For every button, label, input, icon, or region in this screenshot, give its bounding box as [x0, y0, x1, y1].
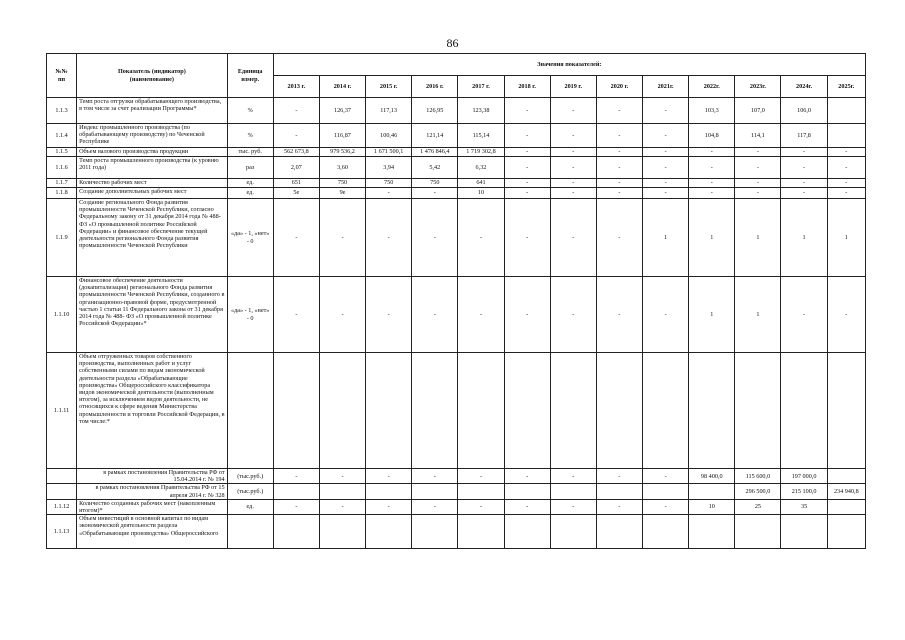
unit: «да» - 1, «нет» - 0: [227, 199, 273, 277]
value-cell: -: [827, 179, 865, 188]
indicator-name: в рамках постановления Правительства РФ от 15 апреля 2014 г. № 328: [77, 484, 228, 499]
value-cell: [412, 484, 458, 499]
value-cell: -: [319, 499, 365, 514]
row-number: 1.1.8: [47, 188, 77, 199]
value-cell: -: [504, 499, 550, 514]
value-cell: 98 400,0: [689, 469, 735, 484]
value-cell: -: [273, 499, 319, 514]
value-cell: [827, 469, 865, 484]
table-row: [47, 157, 866, 179]
value-cell: -: [366, 499, 412, 514]
value-cell: -: [643, 188, 689, 199]
value-cell: -: [504, 199, 550, 277]
value-cell: -: [781, 179, 827, 188]
unit: (тыс.руб.): [227, 484, 273, 499]
header-unit-line2: измер.: [241, 75, 260, 83]
value-cell: [273, 515, 319, 549]
value-cell: -: [781, 157, 827, 179]
table-row: [47, 469, 866, 484]
value-cell: -: [504, 469, 550, 484]
value-cell: -: [550, 148, 596, 157]
value-cell: -: [319, 277, 365, 353]
value-cell: -: [596, 469, 642, 484]
row-number: 1.1.12: [47, 499, 77, 514]
header-year: 2018 г.: [504, 76, 550, 98]
table-row: [47, 148, 866, 157]
value-cell: 979 536,2: [319, 148, 365, 157]
header-year: 2025г.: [827, 76, 865, 98]
value-cell: -: [827, 148, 865, 157]
value-cell: -: [504, 148, 550, 157]
value-cell: -: [550, 124, 596, 148]
value-cell: -: [781, 148, 827, 157]
value-cell: [781, 515, 827, 549]
value-cell: 1 671 500,1: [366, 148, 412, 157]
unit: ед.: [227, 499, 273, 514]
value-cell: -: [643, 277, 689, 353]
value-cell: -: [504, 157, 550, 179]
value-cell: -: [735, 148, 781, 157]
value-cell: -: [273, 469, 319, 484]
table-row: [47, 199, 866, 277]
value-cell: [458, 353, 504, 469]
value-cell: -: [319, 199, 365, 277]
indicator-name: Объем отгруженных товаров собственного производства, выполненных работ и услуг собственными силами по видам экономической деятельности раздела «Обрабатывающие производства» Общероссийского классификатора видов экономической деятельности (выполненным итогом), за исключением видов деятельности, не относящихся к сфере ведения Министерства промышленности и торговли Российской Федерации, в том числе:*: [77, 353, 228, 469]
row-number: 1.1.5: [47, 148, 77, 157]
value-cell: [596, 515, 642, 549]
unit: раз: [227, 157, 273, 179]
indicator-name: Темп роста промышленного производства (к уровню 2011 года): [77, 157, 228, 179]
value-cell: -: [412, 469, 458, 484]
header-indicator-line2: (наименование): [129, 75, 174, 83]
value-cell: -: [689, 179, 735, 188]
value-cell: [735, 353, 781, 469]
header-num-line1: №№: [55, 68, 68, 76]
header-year: 2020 г.: [596, 76, 642, 98]
value-cell: 106,0: [781, 98, 827, 124]
unit: [227, 353, 273, 469]
value-cell: [827, 353, 865, 469]
value-cell: -: [550, 179, 596, 188]
header-indicator: [77, 54, 228, 98]
indicator-name: Индекс промышленного производства (по обрабатывающему производству) по Чеченской Республике: [77, 124, 228, 148]
value-cell: -: [827, 157, 865, 179]
row-number: 1.1.3: [47, 98, 77, 124]
indicator-name: Финансовое обеспечение деятельности (докапитализация) регионального Фонда развития промышленности Чеченской Республики, созданного в организационно-правовой форме, предусмотренной частью 1 статьи 11 Федерального закона от 31 декабря 2014 года № 488- ФЗ «О промышленной политике Российской Федерации»*: [77, 277, 228, 353]
value-cell: -: [689, 157, 735, 179]
row-number: 1.1.13: [47, 515, 77, 549]
value-cell: [827, 98, 865, 124]
indicator-name: Объем валового производства продукции: [77, 148, 228, 157]
value-cell: -: [412, 499, 458, 514]
value-cell: [504, 353, 550, 469]
value-cell: -: [643, 124, 689, 148]
value-cell: [596, 353, 642, 469]
value-cell: -: [366, 199, 412, 277]
unit: ед.: [227, 188, 273, 199]
value-cell: -: [689, 188, 735, 199]
value-cell: 115 600,0: [735, 469, 781, 484]
value-cell: 1 719 302,8: [458, 148, 504, 157]
value-cell: -: [827, 277, 865, 353]
value-cell: -: [412, 199, 458, 277]
value-cell: [319, 515, 365, 549]
indicators-table: [46, 53, 866, 549]
value-cell: [827, 515, 865, 549]
value-cell: -: [596, 98, 642, 124]
value-cell: -: [458, 199, 504, 277]
value-cell: -: [458, 277, 504, 353]
value-cell: -: [550, 277, 596, 353]
row-number: 1.1.4: [47, 124, 77, 148]
value-cell: [643, 353, 689, 469]
value-cell: -: [458, 469, 504, 484]
value-cell: -: [550, 188, 596, 199]
value-cell: 215 100,0: [781, 484, 827, 499]
row-number: [47, 484, 77, 499]
indicator-name: Количество созданных рабочих мест (накопленным итогом)*: [77, 499, 228, 514]
value-cell: [689, 515, 735, 549]
value-cell: 100,46: [366, 124, 412, 148]
header-year: 2015 г.: [366, 76, 412, 98]
value-cell: [827, 499, 865, 514]
unit: «да» - 1, «нет» - 0: [227, 277, 273, 353]
value-cell: [504, 484, 550, 499]
table-row: [47, 188, 866, 199]
value-cell: -: [504, 277, 550, 353]
value-cell: [550, 484, 596, 499]
value-cell: -: [643, 469, 689, 484]
value-cell: [412, 515, 458, 549]
table-row: [47, 353, 866, 469]
value-cell: 1: [827, 199, 865, 277]
header-year: 2024г.: [781, 76, 827, 98]
table-row: [47, 484, 866, 499]
value-cell: 25: [735, 499, 781, 514]
row-number: 1.1.7: [47, 179, 77, 188]
header-year: 2023г.: [735, 76, 781, 98]
value-cell: -: [781, 277, 827, 353]
value-cell: 117,13: [366, 98, 412, 124]
table-row: [47, 499, 866, 514]
header-indicator-line1: Показатель (индикатор): [117, 68, 186, 76]
header-unit: [227, 54, 273, 98]
table-row: [47, 124, 866, 148]
value-cell: 107,0: [735, 98, 781, 124]
value-cell: 5,42: [412, 157, 458, 179]
value-cell: -: [596, 179, 642, 188]
value-cell: -: [550, 98, 596, 124]
value-cell: -: [273, 199, 319, 277]
value-cell: [319, 353, 365, 469]
value-cell: 234 940,8: [827, 484, 865, 499]
value-cell: -: [550, 469, 596, 484]
value-cell: 104,8: [689, 124, 735, 148]
header-year: 2013 г.: [273, 76, 319, 98]
value-cell: 6,32: [458, 157, 504, 179]
value-cell: -: [596, 188, 642, 199]
value-cell: -: [735, 179, 781, 188]
value-cell: [273, 484, 319, 499]
unit: ед.: [227, 179, 273, 188]
value-cell: 103,3: [689, 98, 735, 124]
value-cell: 3,94: [366, 157, 412, 179]
header-year: 2014 г.: [319, 76, 365, 98]
value-cell: 750: [412, 179, 458, 188]
value-cell: -: [366, 188, 412, 199]
value-cell: -: [504, 98, 550, 124]
value-cell: -: [781, 188, 827, 199]
value-cell: 10: [689, 499, 735, 514]
value-cell: -: [596, 148, 642, 157]
value-cell: 1: [643, 199, 689, 277]
value-cell: 5е: [273, 188, 319, 199]
value-cell: -: [504, 179, 550, 188]
value-cell: 1: [689, 199, 735, 277]
value-cell: 651: [273, 179, 319, 188]
header-year: 2019 г.: [550, 76, 596, 98]
value-cell: [319, 484, 365, 499]
value-cell: -: [827, 188, 865, 199]
value-cell: -: [735, 188, 781, 199]
value-cell: -: [366, 469, 412, 484]
value-cell: -: [550, 157, 596, 179]
value-cell: -: [273, 277, 319, 353]
table-row: [47, 98, 866, 124]
value-cell: 3,60: [319, 157, 365, 179]
header-year: 2017 г.: [458, 76, 504, 98]
value-cell: 9е: [319, 188, 365, 199]
value-cell: 116,87: [319, 124, 365, 148]
value-cell: [458, 515, 504, 549]
value-cell: 1: [689, 277, 735, 353]
header-year: 2021г.: [643, 76, 689, 98]
value-cell: -: [596, 277, 642, 353]
indicator-name: в рамках постановления Правительства РФ от 15.04.2014 г. № 194: [77, 469, 228, 484]
value-cell: 10: [458, 188, 504, 199]
value-cell: [735, 515, 781, 549]
value-cell: 641: [458, 179, 504, 188]
value-cell: [596, 484, 642, 499]
value-cell: 115,14: [458, 124, 504, 148]
value-cell: [781, 353, 827, 469]
indicator-name: Количество рабочих мест: [77, 179, 228, 188]
value-cell: [273, 353, 319, 469]
value-cell: -: [273, 98, 319, 124]
value-cell: [689, 484, 735, 499]
value-cell: 750: [319, 179, 365, 188]
indicator-name: Создание регионального Фонда развития промышленности Чеченской Республики, согласно Федеральному закону от 31 декабря 2014 года № 488-ФЗ «О промышленной политике Российской Федерации» и финансовое обеспечение текущей деятельности регионального Фонда развития промышленности Чеченской Республики: [77, 199, 228, 277]
value-cell: [412, 353, 458, 469]
value-cell: [643, 515, 689, 549]
row-number: 1.1.9: [47, 199, 77, 277]
row-number: 1.1.10: [47, 277, 77, 353]
indicator-name: Создание дополнительных рабочих мест: [77, 188, 228, 199]
value-cell: 35: [781, 499, 827, 514]
unit: %: [227, 98, 273, 124]
value-cell: 1: [781, 199, 827, 277]
value-cell: -: [319, 469, 365, 484]
unit: %: [227, 124, 273, 148]
header-num-line2: пп: [57, 75, 66, 83]
indicator-name: Темп роста отгрузки обрабатывающего производства, в том числе за счет реализации Программы*: [77, 98, 228, 124]
page-number: 86: [446, 36, 459, 50]
value-cell: 750: [366, 179, 412, 188]
header-year: 2022г.: [689, 76, 735, 98]
value-cell: 197 000,0: [781, 469, 827, 484]
value-cell: -: [735, 157, 781, 179]
value-cell: -: [596, 124, 642, 148]
value-cell: 1: [735, 199, 781, 277]
value-cell: -: [273, 124, 319, 148]
row-number: [47, 469, 77, 484]
value-cell: [458, 484, 504, 499]
value-cell: -: [458, 499, 504, 514]
value-cell: -: [643, 499, 689, 514]
value-cell: [827, 124, 865, 148]
value-cell: -: [689, 148, 735, 157]
value-cell: -: [550, 199, 596, 277]
value-cell: -: [596, 499, 642, 514]
value-cell: -: [504, 124, 550, 148]
value-cell: 123,38: [458, 98, 504, 124]
value-cell: 1: [735, 277, 781, 353]
unit: (тыс.руб.): [227, 469, 273, 484]
header-unit-line1: Единица: [237, 68, 263, 76]
value-cell: -: [596, 199, 642, 277]
value-cell: [366, 515, 412, 549]
value-cell: -: [596, 157, 642, 179]
indicator-name: Объем инвестиций в основной капитал по видам экономической деятельности раздела «Обрабатывающие производства» Общероссийского: [77, 515, 228, 549]
row-number: 1.1.11: [47, 353, 77, 469]
value-cell: [366, 353, 412, 469]
header-num: [47, 54, 77, 98]
value-cell: -: [504, 188, 550, 199]
unit: [227, 515, 273, 549]
table-row: [47, 179, 866, 188]
value-cell: 562 673,8: [273, 148, 319, 157]
header-year: 2016 г.: [412, 76, 458, 98]
value-cell: 117,8: [781, 124, 827, 148]
unit: тыс. руб.: [227, 148, 273, 157]
value-cell: [366, 484, 412, 499]
value-cell: [504, 515, 550, 549]
header-values-title: Значения показателей:: [273, 54, 865, 76]
table-row: [47, 277, 866, 353]
value-cell: 1 476 846,4: [412, 148, 458, 157]
value-cell: -: [643, 157, 689, 179]
value-cell: -: [550, 499, 596, 514]
value-cell: -: [412, 188, 458, 199]
value-cell: [689, 353, 735, 469]
value-cell: 121,14: [412, 124, 458, 148]
value-cell: [550, 515, 596, 549]
value-cell: 114,1: [735, 124, 781, 148]
value-cell: [550, 353, 596, 469]
value-cell: 2,07: [273, 157, 319, 179]
value-cell: [643, 484, 689, 499]
value-cell: 126,95: [412, 98, 458, 124]
value-cell: 126,37: [319, 98, 365, 124]
table-row: [47, 515, 866, 549]
value-cell: -: [643, 179, 689, 188]
value-cell: -: [412, 277, 458, 353]
value-cell: 296 500,0: [735, 484, 781, 499]
value-cell: -: [366, 277, 412, 353]
row-number: 1.1.6: [47, 157, 77, 179]
value-cell: -: [643, 98, 689, 124]
value-cell: -: [643, 148, 689, 157]
